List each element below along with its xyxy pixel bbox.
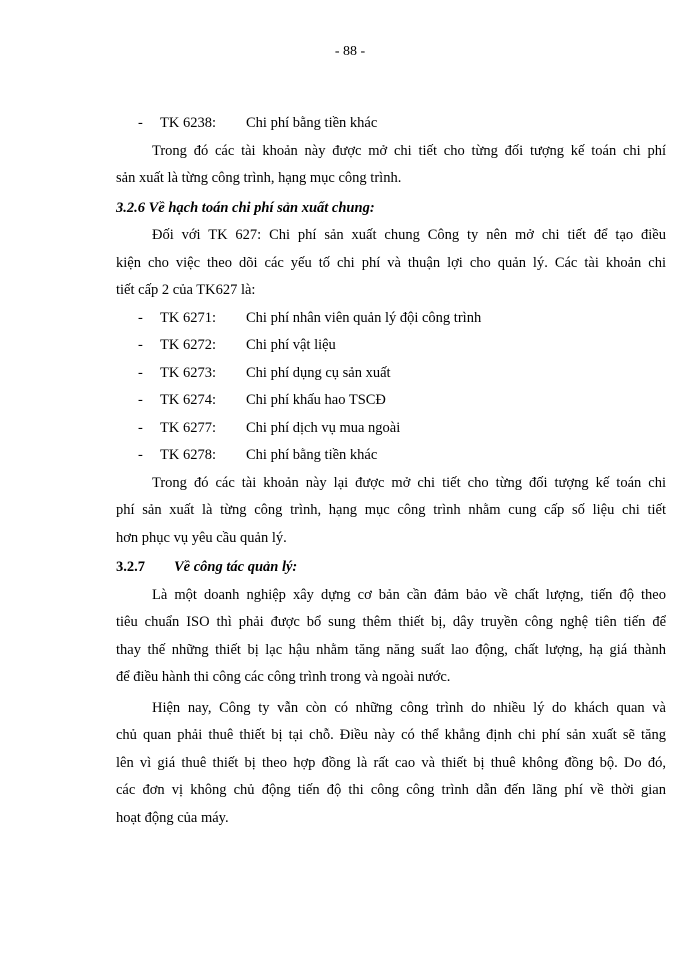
section-number: 3.2.7 — [116, 559, 145, 575]
paragraph-line: phí sản xuất là từng công trình, hạng mục công trình nhằm cung cấp số liệu chi tiết — [116, 502, 666, 518]
paragraph-line: kiện cho việc theo dõi các yếu tố chi phí và thuận lợi cho quản lý. Các tài khoản chi — [116, 254, 666, 271]
list-item — [116, 360, 666, 388]
dash-bullet: - — [138, 419, 143, 436]
page-content — [116, 110, 666, 832]
paragraph-line: sản xuất là từng công trình, hạng mục công trình. — [116, 170, 402, 186]
list-item — [116, 442, 666, 470]
list-item — [116, 387, 666, 415]
paragraph — [116, 470, 666, 553]
account-description: Chi phí bằng tiền khác — [246, 447, 378, 463]
account-description: Chi phí dịch vụ mua ngoài — [246, 419, 401, 436]
account-description: Chi phí dụng cụ sản xuất — [246, 364, 391, 381]
paragraph-line: tiết cấp 2 của TK627 là: — [116, 282, 256, 298]
account-code: TK 6277: — [160, 419, 216, 436]
paragraph-line: lên vì giá thuê thiết bị theo hợp đồng là rất cao và thiết bị thuê không đồng bộ. Do đó, — [116, 754, 666, 771]
paragraph — [116, 222, 666, 305]
paragraph-line: tiêu chuẩn ISO thì phải được bổ sung thêm thiết bị, dây truyền công nghệ tiên tiến để — [116, 614, 666, 630]
dash-bullet: - — [138, 115, 143, 131]
paragraph-line: hơn phục vụ yêu cầu quản lý. — [116, 529, 287, 546]
section-heading-3-2-6: 3.2.6 Về hạch toán chi phí sản xuất chung: — [116, 199, 375, 216]
account-code: TK 6272: — [160, 337, 216, 353]
section-heading-3-2-7 — [116, 554, 666, 582]
paragraph — [116, 138, 666, 193]
dash-bullet: - — [138, 337, 143, 353]
paragraph-line: để điều hành thi công các công trình trong và ngoài nước. — [116, 669, 451, 685]
paragraph-line: Hiện nay, Công ty vẫn còn có những công trình do nhiều lý do khách quan và — [152, 699, 666, 716]
account-description: Chi phí nhân viên quản lý đội công trình — [246, 309, 482, 326]
paragraph-line: Đối với TK 627: Chi phí sản xuất chung Công ty nên mở chi tiết để tạo điều — [152, 227, 666, 243]
account-code: TK 6278: — [160, 447, 216, 463]
paragraph — [116, 582, 666, 692]
page-number: - 88 - — [334, 44, 366, 59]
account-description: Chi phí vật liệu — [246, 337, 336, 353]
paragraph-line: Trong đó các tài khoản này lại được mở chi tiết cho từng đối tượng kế toán chi — [152, 474, 666, 491]
account-code: TK 6238: — [160, 115, 216, 131]
paragraph-line: Trong đó các tài khoản này được mở chi tiết cho từng đối tượng kế toán chi phí — [152, 142, 666, 159]
account-code: TK 6271: — [160, 309, 216, 326]
account-code: TK 6273: — [160, 364, 216, 381]
account-code: TK 6274: — [160, 392, 216, 408]
list-item — [116, 305, 666, 333]
dash-bullet: - — [138, 447, 143, 463]
paragraph-line: chủ quan phải thuê thiết bị tại chỗ. Điều này có thể khẳng định chi phí sản xuất sẽ tăng — [116, 727, 666, 743]
paragraph — [116, 695, 666, 833]
list-item — [116, 332, 666, 360]
section-title: Về công tác quản lý: — [174, 559, 298, 575]
account-list — [116, 305, 666, 470]
dash-bullet: - — [138, 392, 143, 408]
account-description: Chi phí bằng tiền khác — [246, 115, 378, 131]
list-item — [116, 415, 666, 443]
dash-bullet: - — [138, 364, 143, 381]
dash-bullet: - — [138, 309, 143, 326]
paragraph-line: các đơn vị không chủ động tiến độ thi công công trình dẫn đến lãng phí về thời gian — [116, 782, 666, 798]
paragraph-line: Là một doanh nghiệp xây dựng cơ bản cần đảm bảo về chất lượng, tiến độ theo — [152, 586, 666, 603]
paragraph-line: thay thế những thiết bị lạc hậu nhằm tăng năng suất lao động, chất lượng, hạ giá thành — [116, 641, 666, 658]
paragraph-line: hoạt động của máy. — [116, 809, 229, 826]
account-description: Chi phí khấu hao TSCĐ — [246, 392, 386, 408]
list-item — [116, 110, 666, 138]
